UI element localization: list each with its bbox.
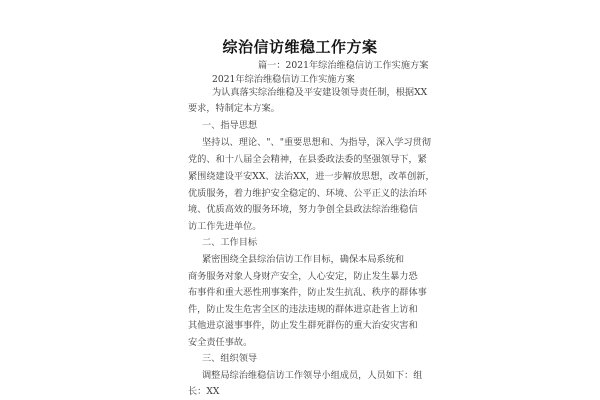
body-line: 党的、和十八届全会精神，在县委政法委的坚强领导下，紧 (188, 154, 427, 165)
body-line: 要求，特制定本方案。 (188, 103, 280, 114)
document-heading: 2021年综治维稳信访工作实施方案 (212, 74, 355, 85)
body-line: 坚持以、理论、"、"重要思想和、为指导，深入学习贯彻 (202, 137, 431, 148)
document-subtitle: 篇一：2021年综治维稳信访工作实施方案 (258, 60, 429, 71)
body-line: 紧围绕建设平安XX、法治XX，进一步解放思想，改革创新， (188, 171, 435, 182)
body-line: 商务服务对象人身财产安全，人心安定，防止发生暴力恐 (188, 271, 418, 282)
body-line: 优质服务，着力维护安全稳定的、环境、公平正义的法治环 (188, 188, 427, 199)
body-line: 调整局综治维稳信访工作领导小组成员，人员如下：组 (202, 370, 423, 381)
body-line: 紧密围绕全县综治信访工作目标，确保本局系统和 (202, 254, 405, 265)
body-line: 其他进京滋事事件，防止发生群死群伤的重大治安灾害和 (188, 320, 418, 331)
body-line: 访工作先进单位。 (188, 221, 262, 232)
document-title: 综治信访维稳工作方案 (222, 38, 378, 56)
body-line: 件，防止发生危害全区的违法违规的群体进京赴省上访和 (188, 304, 418, 315)
body-line: 布事件和重大恶性刑事案件，防止发生抗乱、秩序的群体事 (188, 287, 427, 298)
section-heading: 一、指导思想 (202, 120, 258, 131)
section-heading: 二、工作目标 (202, 237, 258, 248)
section-heading: 三、组织领导 (202, 353, 258, 364)
body-line: 境、优质高效的服务环境，努力争创全县政法综治维稳信 (188, 204, 418, 215)
body-line: 长：XX (188, 386, 220, 397)
body-line: 安全责任事故。 (188, 337, 253, 348)
body-line: 为认真落实综治维稳及平安建设领导责任制，根据XX (212, 87, 428, 98)
